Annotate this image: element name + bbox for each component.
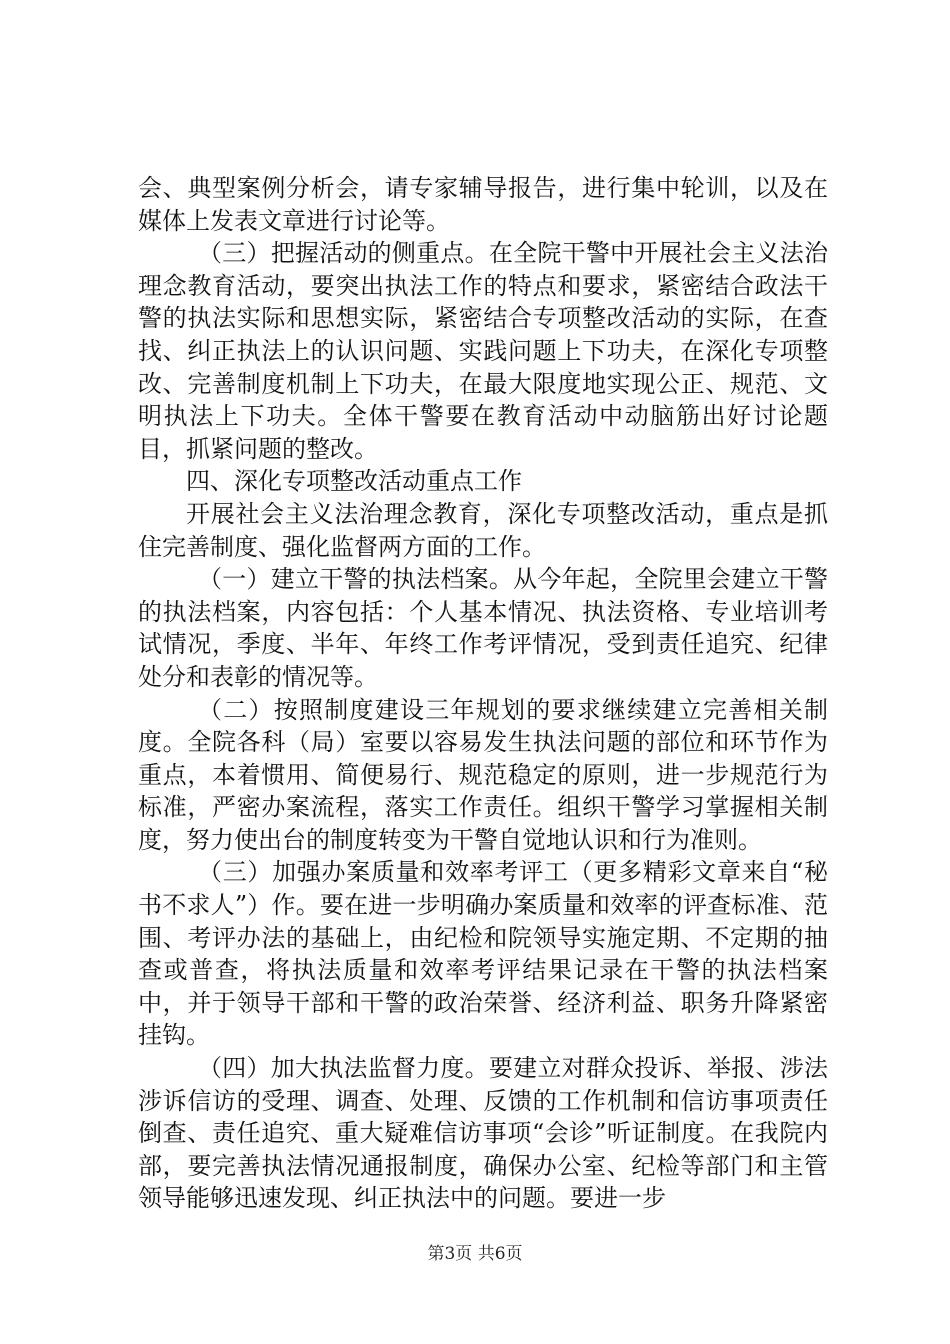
section-heading-4: 四、深化专项整改活动重点工作 xyxy=(186,467,522,496)
page-number-footer: 第3页 共6页 xyxy=(427,1244,523,1264)
paragraph-item-2: （二）按照制度建设三年规划的要求继续建立完善相关制度。全院各科（局）室要以容易发生执法问题的部位和环节作为重点，本着惯用、简便易行、规范稳定的原则，进一步规范行为标准，严密办案流程，落实工作责任。组织干警学习掌握相关制度，努力使出台的制度转变为干警自觉地认识和行为准则。 xyxy=(138,695,828,854)
paragraph-continuation: 会、典型案例分析会，请专家辅导报告，进行集中轮训，以及在媒体上发表文章进行讨论等。 xyxy=(138,174,828,235)
paragraph-item-1: （一）建立干警的执法档案。从今年起，全院里会建立干警的执法档案，内容包括：个人基本情况、执法资格、专业培训考试情况，季度、半年、年终工作考评情况，受到责任追究、纪律处分和表彰的情况等。 xyxy=(138,565,828,691)
paragraph-item-3: （三）加强办案质量和效率考评工（更多精彩文章来自“秘书不求人”）作。要在进一步明确办案质量和效率的评查标准、范围、考评办法的基础上，由纪检和院领导实施定期、不定期的抽查或普查，将执法质量和效率考评结果记录在干警的执法档案中，并于领导干部和干警的政治荣誉、经济利益、职务升降紧密挂钩。 xyxy=(138,858,828,1050)
paragraph-section-3-focus: （三）把握活动的侧重点。在全院干警中开展社会主义法治理念教育活动，要突出执法工作的特点和要求，紧密结合政法干警的执法实际和思想实际，紧密结合专项整改活动的实际，在查找、纠正执法上的认识问题、实践问题上下功夫，在深化专项整改、完善制度机制上下功夫，在最大限度地实现公正、规范、文明执法上下功夫。全体干警要在教育活动中动脑筋出好讨论题目，抓紧问题的整改。 xyxy=(138,239,828,463)
paragraph-section-4-intro: 开展社会主义法治理念教育，深化专项整改活动，重点是抓住完善制度、强化监督两方面的工作。 xyxy=(138,499,828,561)
document-body xyxy=(138,172,828,1215)
paragraph-item-4: （四）加大执法监督力度。要建立对群众投诉、举报、涉法涉诉信访的受理、调查、处理、反馈的工作机制和信访事项责任倒查、责任追究、重大疑难信访事项“会诊”听证制度。在我院内部，要完善执法情况通报制度，确保办公室、纪检等部门和主管领导能够迅速发现、纠正执法中的问题。要进一步 xyxy=(138,1054,828,1213)
